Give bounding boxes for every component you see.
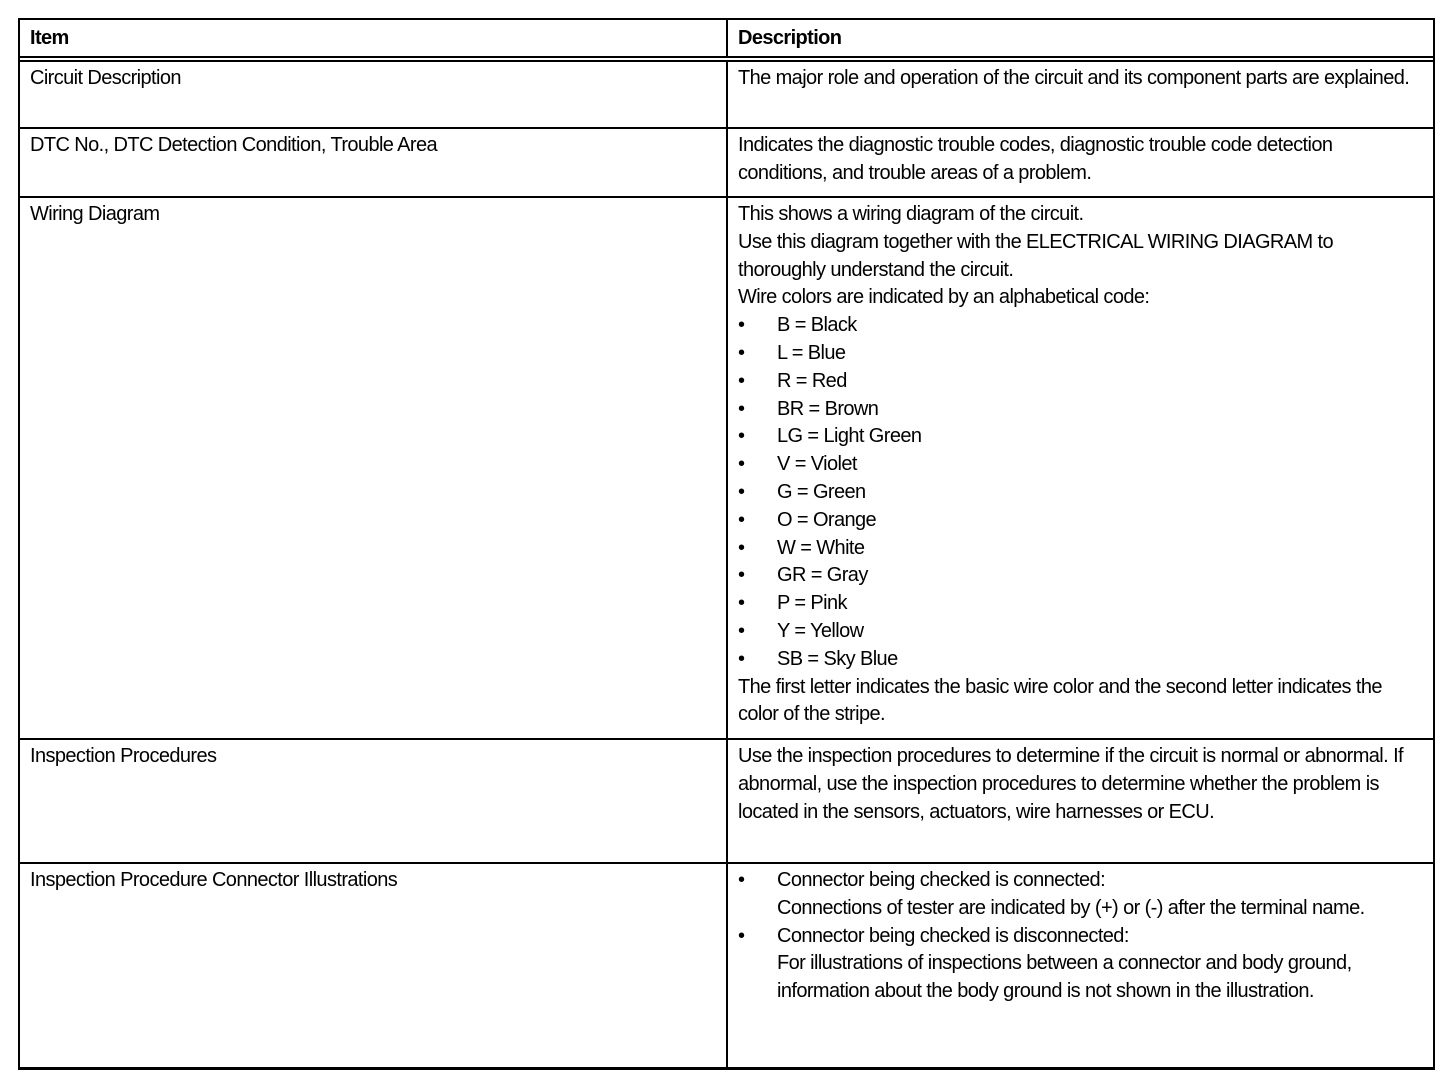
- wire-code-text: G = Green: [777, 480, 866, 503]
- table-row-connector-illustrations: [20, 862, 1433, 1067]
- connector-bullet-content: [777, 923, 1423, 1006]
- table-row-wiring-diagram: [20, 196, 1433, 738]
- wire-code-item: [738, 396, 1423, 424]
- wiring-reference-table: [18, 18, 1435, 1070]
- header-item: Item: [20, 20, 728, 56]
- bullet-icon: •: [738, 480, 745, 503]
- bullet-icon: •: [738, 619, 745, 642]
- bullet-icon: •: [738, 397, 745, 420]
- wire-code-item: [738, 535, 1423, 563]
- bullet-icon: •: [738, 536, 745, 559]
- bullet-icon: •: [738, 453, 745, 476]
- wire-code-item: [738, 646, 1423, 674]
- bullet-icon: •: [738, 425, 745, 448]
- wire-code-item: [738, 618, 1423, 646]
- table-header-row: [20, 20, 1433, 62]
- bullet-icon: •: [738, 647, 745, 670]
- table-row-dtc: [20, 127, 1433, 196]
- wire-code-text: GR = Gray: [777, 564, 868, 587]
- wire-code-text: SB = Sky Blue: [777, 647, 898, 670]
- wire-code-item: [738, 312, 1423, 340]
- wire-code-text: BR = Brown: [777, 397, 879, 420]
- header-description: Description: [738, 27, 842, 49]
- wire-code-text: R = Red: [777, 369, 847, 392]
- connector-bullet-content: [777, 867, 1423, 923]
- description-cell: [728, 62, 1433, 127]
- connector-bullet-text: Connections of tester are indicated by (+) or (-) after the terminal name.: [777, 896, 1365, 919]
- wire-code-item: [738, 562, 1423, 590]
- description-intro-line: This shows a wiring diagram of the circuit.: [738, 203, 1084, 225]
- description-text: Indicates the diagnostic trouble codes, diagnostic trouble code detection conditions, and trouble areas of a problem.: [738, 134, 1333, 184]
- description-intro-line: Use this diagram together with the ELECTRICAL WIRING DIAGRAM to thoroughly understand the circuit.: [738, 230, 1333, 281]
- wire-code-text: L = Blue: [777, 341, 846, 364]
- bullet-icon: •: [738, 369, 745, 392]
- description-cell: [728, 129, 1433, 196]
- table-row-inspection-procedures: [20, 738, 1433, 862]
- description-cell: [728, 864, 1433, 1067]
- description-cell: [728, 198, 1433, 738]
- description-outro: The first letter indicates the basic wire color and the second letter indicates the color of the stripe.: [738, 675, 1382, 726]
- wire-code-item: [738, 368, 1423, 396]
- connector-bullet-title: Connector being checked is connected:: [777, 869, 1106, 891]
- description-text: Use the inspection procedures to determine if the circuit is normal or abnormal. If abnormal, use the inspection procedures to determine whether the problem is located in the sensors, actuators, wire harnesses or ECU.: [738, 745, 1403, 823]
- wire-code-item: [738, 451, 1423, 479]
- bullet-icon: •: [738, 341, 745, 364]
- wire-code-text: V = Violet: [777, 453, 857, 476]
- wire-code-item: [738, 423, 1423, 451]
- connector-bullet-item: [738, 867, 1423, 923]
- item-cell: DTC No., DTC Detection Condition, Trouble Area: [20, 129, 728, 196]
- bullet-icon: •: [738, 592, 745, 615]
- connector-bullet-item: [738, 923, 1423, 1006]
- wire-code-item: [738, 590, 1423, 618]
- description-cell: [728, 740, 1433, 862]
- wire-code-item: [738, 340, 1423, 368]
- bullet-icon: •: [738, 924, 745, 947]
- item-cell: Inspection Procedure Connector Illustrations: [20, 864, 728, 1067]
- connector-bullet-text: For illustrations of inspections between a connector and body ground, information about the body ground is not shown in the illustration.: [777, 952, 1352, 1003]
- bullet-icon: •: [738, 508, 745, 531]
- description-intro-line: Wire colors are indicated by an alphabetical code:: [738, 286, 1150, 309]
- wire-code-text: Y = Yellow: [777, 619, 864, 642]
- item-cell: Wiring Diagram: [20, 198, 728, 738]
- bullet-icon: •: [738, 869, 745, 891]
- table-row-circuit-description: [20, 62, 1433, 127]
- connector-bullet-title: Connector being checked is disconnected:: [777, 924, 1129, 947]
- wire-color-code-list: [738, 312, 1423, 673]
- wire-code-text: P = Pink: [777, 592, 847, 615]
- item-cell: Inspection Procedures: [20, 740, 728, 862]
- bullet-icon: •: [738, 564, 745, 587]
- wire-code-text: W = White: [777, 536, 865, 559]
- wire-code-item: [738, 507, 1423, 535]
- bullet-icon: •: [738, 314, 745, 337]
- description-text: The major role and operation of the circuit and its component parts are explained.: [738, 67, 1410, 89]
- item-cell: Circuit Description: [20, 62, 728, 127]
- wire-code-item: [738, 479, 1423, 507]
- wire-code-text: LG = Light Green: [777, 425, 922, 448]
- wire-code-text: O = Orange: [777, 508, 877, 531]
- wire-code-text: B = Black: [777, 314, 857, 337]
